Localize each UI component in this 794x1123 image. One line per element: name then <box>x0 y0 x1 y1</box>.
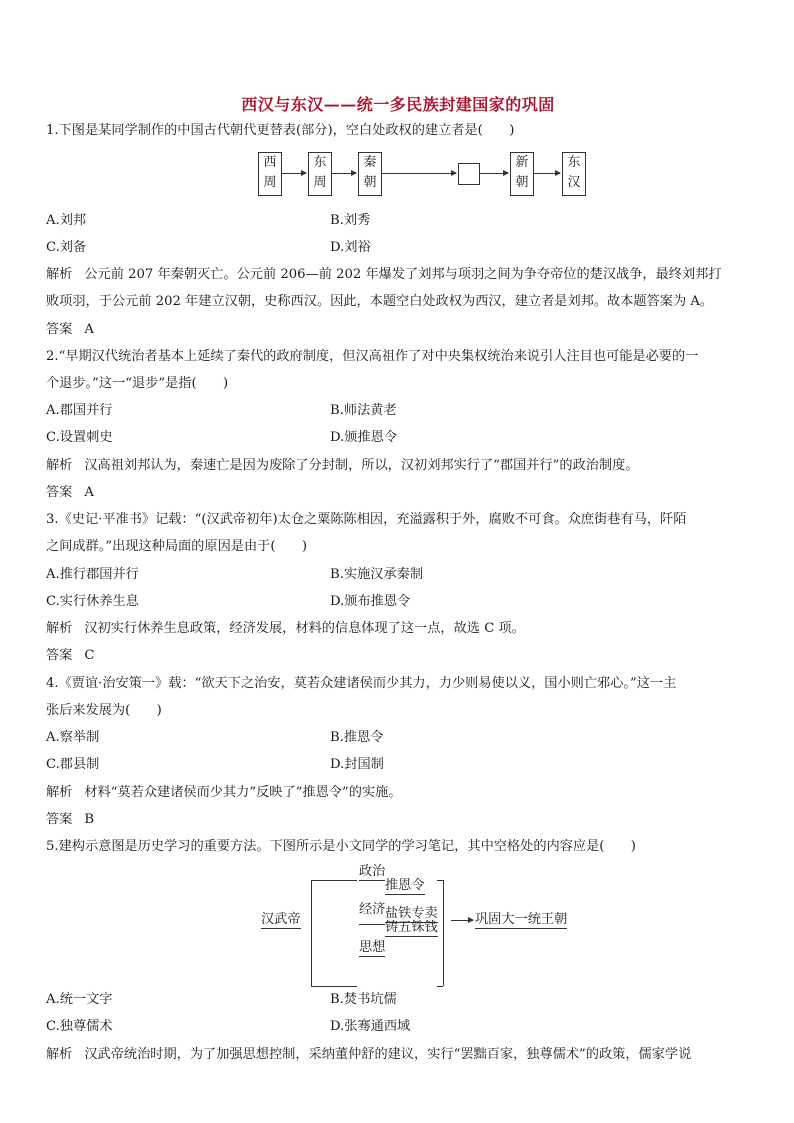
mindmap-brace-line <box>437 986 443 987</box>
flow-box-char: 朝 <box>363 175 377 190</box>
q3-analysis <box>46 620 750 638</box>
mindmap-root: 汉武帝 <box>261 912 301 927</box>
q1-stem: 1.下图是某同学制作的中国古代朝代更替表(部分)，空白处政权的建立者是( ) <box>46 123 515 138</box>
mindmap-brace-line <box>311 986 357 987</box>
worksheet-page <box>46 0 750 1123</box>
q3-stem-line-2: 之间成群。”出现这种局面的原因是由于( ) <box>46 539 307 554</box>
mindmap-economy-underline <box>359 924 385 925</box>
flow-box-char: 朝 <box>515 175 529 190</box>
page-title: 西汉与东汉——统一多民族封建国家的巩固 <box>241 95 555 114</box>
flow-box-qin <box>358 152 382 196</box>
mindmap-arrow <box>451 920 473 921</box>
q3-option-a: A.推行郡国并行 <box>46 567 139 582</box>
q3-option-d: D.颁布推恩令 <box>330 594 411 609</box>
q5-option-c: C.独尊儒术 <box>46 1019 113 1034</box>
analysis-label: 解析 <box>46 1047 73 1062</box>
q1-analysis-line-2: 败项羽，于公元前 202 年建立汉朝，史称西汉。因此，本题空白处政权为西汉，建立者是刘邦。故本题答案为 A。 <box>46 294 714 309</box>
q5-stem: 5.建构示意图是历史学习的重要方法。下图所示是小文同学的学习笔记，其中空格处的内容应是( ) <box>46 839 636 854</box>
dynasty-flow-diagram <box>258 152 588 200</box>
q3-analysis-text: 汉初实行休养生息政策，经济发展，材料的信息体现了这一点，故选 C 项。 <box>84 621 525 636</box>
mindmap-politics-item: 推恩令 <box>385 878 425 893</box>
q4-answer-value: B <box>84 812 95 827</box>
mindmap-brace-right <box>443 880 444 986</box>
answer-label: 答案 <box>46 485 73 500</box>
q2-answer <box>46 484 750 502</box>
flow-box-char: 周 <box>263 175 277 190</box>
q4-analysis <box>46 784 750 802</box>
flow-arrow <box>534 173 560 174</box>
q2-analysis <box>46 457 750 475</box>
flow-box-dongzhou <box>308 152 332 196</box>
q5-mindmap <box>261 862 581 990</box>
mindmap-brace-left <box>311 880 312 986</box>
mindmap-economy: 经济 <box>359 902 386 917</box>
analysis-label: 解析 <box>46 267 73 282</box>
answer-label: 答案 <box>46 812 73 827</box>
flow-box-xizhou <box>258 152 282 196</box>
analysis-label: 解析 <box>46 621 73 636</box>
analysis-label: 解析 <box>46 785 73 800</box>
q2-answer-value: A <box>84 485 94 500</box>
flow-box-blank <box>458 163 480 185</box>
q1-answer-value: A <box>84 322 94 337</box>
q1-answer <box>46 321 750 339</box>
q2-option-a: A.郡国并行 <box>46 403 113 418</box>
q2-stem-line-1: 2.“早期汉代统治者基本上延续了秦代的政府制度，但汉高祖作了对中央集权统治来说引人注目也可能是必要的一 <box>46 349 699 364</box>
q3-stem-line-1: 3.《史记·平准书》记载：“(汉武帝初年)太仓之粟陈陈相因，充溢露积于外，腐败不可食。众庶街巷有马，阡陌 <box>46 512 687 527</box>
q4-analysis-text: 材料“莫若众建诸侯而少其力”反映了“推恩令”的实施。 <box>84 785 402 800</box>
mindmap-thought: 思想 <box>359 940 386 955</box>
mindmap-economy-item2: 铸五铢钱 <box>385 920 438 935</box>
answer-label: 答案 <box>46 648 73 663</box>
flow-box-char: 周 <box>313 175 327 190</box>
flow-box-char: 秦 <box>363 155 377 170</box>
analysis-label: 解析 <box>46 458 73 473</box>
q1-analysis-text: 公元前 207 年秦朝灭亡。公元前 206—前 202 年爆发了刘邦与项羽之间为争夺帝位的楚汉战争，最终刘邦打 <box>84 267 722 282</box>
q2-stem-line-2: 个退步。”这一“退步”是指( ) <box>46 376 229 391</box>
flow-box-xin <box>510 152 534 196</box>
q2-option-b: B.师法黄老 <box>330 403 397 418</box>
flow-box-char: 汉 <box>567 175 581 190</box>
q1-option-b: B.刘秀 <box>330 213 371 228</box>
q4-stem-line-1: 4.《贾谊·治安策一》载：“欲天下之治安，莫若众建诸侯而少其力，力少则易使以义，国小则亡邪心。”这一主 <box>46 676 677 691</box>
q1-option-d: D.刘裕 <box>330 240 371 255</box>
flow-box-char: 东 <box>313 155 327 170</box>
q4-option-b: B.推恩令 <box>330 730 384 745</box>
q2-option-c: C.设置刺史 <box>46 430 113 445</box>
q5-analysis-text: 汉武帝统治时期，为了加强思想控制，采纳董仲舒的建议，实行“罢黜百家，独尊儒术”的政策，儒家学说 <box>84 1047 692 1062</box>
q1-option-c: C.刘备 <box>46 240 87 255</box>
flow-arrow <box>480 173 508 174</box>
q5-option-d: D.张骞通西域 <box>330 1019 411 1034</box>
flow-arrow <box>282 173 306 174</box>
q3-answer <box>46 647 750 665</box>
q2-option-d: D.颁推恩令 <box>330 430 398 445</box>
q2-analysis-text: 汉高祖刘邦认为，秦速亡是因为废除了分封制，所以，汉初刘邦实行了“郡国并行”的政治制度。 <box>84 458 639 473</box>
q5-option-b: B.焚书坑儒 <box>330 992 397 1007</box>
q3-option-c: C.实行休养生息 <box>46 594 139 609</box>
q1-analysis-line-1 <box>46 266 750 284</box>
q5-option-a: A.统一文字 <box>46 992 113 1007</box>
q3-answer-value: C <box>84 648 95 663</box>
flow-arrow <box>382 173 456 174</box>
mindmap-brace-line <box>311 880 357 881</box>
q4-option-c: C.郡县制 <box>46 757 100 772</box>
q5-analysis <box>46 1046 750 1064</box>
flow-box-char: 西 <box>263 155 277 170</box>
flow-arrow <box>332 173 356 174</box>
mindmap-politics: 政治 <box>359 864 386 879</box>
q4-stem-line-2: 张后来发展为( ) <box>46 703 162 718</box>
flow-box-donghan <box>562 152 586 196</box>
q4-option-a: A.察举制 <box>46 730 100 745</box>
q4-answer <box>46 811 750 829</box>
q1-option-a: A.刘邦 <box>46 213 87 228</box>
flow-box-char: 新 <box>515 155 529 170</box>
mindmap-brace-line <box>437 880 443 881</box>
q4-option-d: D.封国制 <box>330 757 384 772</box>
mindmap-result: 巩固大一统王朝 <box>475 912 568 927</box>
flow-box-char: 东 <box>567 155 581 170</box>
answer-label: 答案 <box>46 322 73 337</box>
mindmap-economy-item1: 盐铁专卖 <box>385 906 438 921</box>
q3-option-b: B.实施汉承秦制 <box>330 567 424 582</box>
